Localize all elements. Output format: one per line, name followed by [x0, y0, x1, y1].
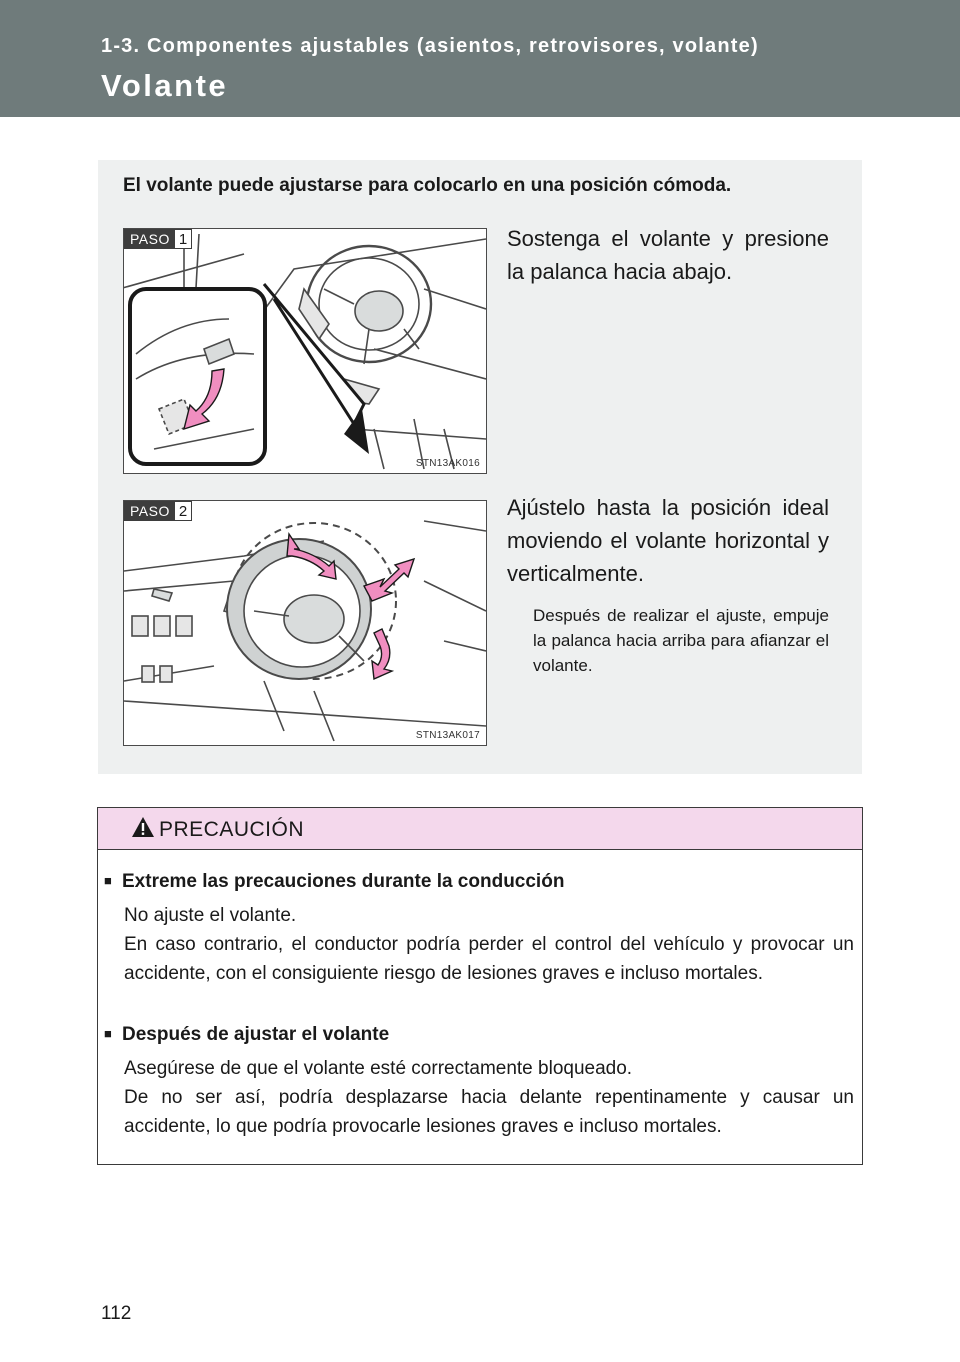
steering-lever-illustration — [124, 229, 486, 473]
step-2-tag — [124, 501, 192, 521]
caution-item-title: ■ Después de ajustar el volante — [104, 1024, 390, 1045]
black-square-bullet-icon: ■ — [104, 1026, 112, 1041]
step-2-figure — [123, 500, 487, 746]
caution-item-body: No ajuste el volante. En caso contrario, el conductor podría perder el control del vehículo y provocar un accidente, con el consiguiente riesgo de lesiones graves e incluso mortales. — [124, 905, 854, 984]
black-square-bullet-icon: ■ — [104, 873, 112, 888]
telescopic-arrow-icon — [364, 559, 414, 601]
warning-triangle-icon — [131, 816, 155, 838]
step-1-figure — [123, 228, 487, 474]
section-title: 1-3. Componentes ajustables (asientos, retrovisores, volante) — [101, 35, 759, 57]
caution-header — [98, 808, 862, 850]
detail-inset — [130, 289, 265, 464]
caution-box — [97, 807, 863, 1165]
step-tag-word: PASO — [124, 229, 174, 249]
caution-item-body: Asegúrese de que el volante esté correctamente bloqueado. De no ser así, podría desplazarse hacia delante repentinamente y causar un accidente, lo que podría provocarle lesiones graves e incluso mortales. — [124, 1058, 854, 1137]
page-title: Volante — [101, 68, 229, 103]
figure-code: STN13AK016 — [415, 458, 480, 469]
caution-item-title: ■ Extreme las precauciones durante la conducción — [104, 871, 565, 892]
step-2-note: Después de realizar el ajuste, empuje la palanca hacia arriba para afianzar el volante. — [533, 606, 829, 675]
step-1-tag — [124, 229, 192, 249]
curve-arrow-icon — [372, 629, 392, 679]
caution-item — [104, 1024, 854, 1141]
intro-text: El volante puede ajustarse para colocarlo en una posición cómoda. — [123, 175, 732, 196]
step-2-text: Ajústelo hasta la posición ideal moviendo el volante horizontal y verticalmente. — [507, 495, 829, 586]
steering-adjust-illustration — [124, 501, 486, 745]
step-1-text: Sostenga el volante y presione la palanca hacia abajo. — [507, 226, 829, 284]
step-tag-number: 1 — [174, 229, 192, 249]
figure-code: STN13AK017 — [415, 730, 480, 741]
step-tag-number: 2 — [174, 501, 192, 521]
page-number: 112 — [101, 1303, 132, 1324]
step-tag-word: PASO — [124, 501, 174, 521]
caution-item — [104, 871, 854, 988]
caution-label: PRECAUCIÓN — [159, 818, 305, 841]
page-header — [0, 0, 960, 117]
